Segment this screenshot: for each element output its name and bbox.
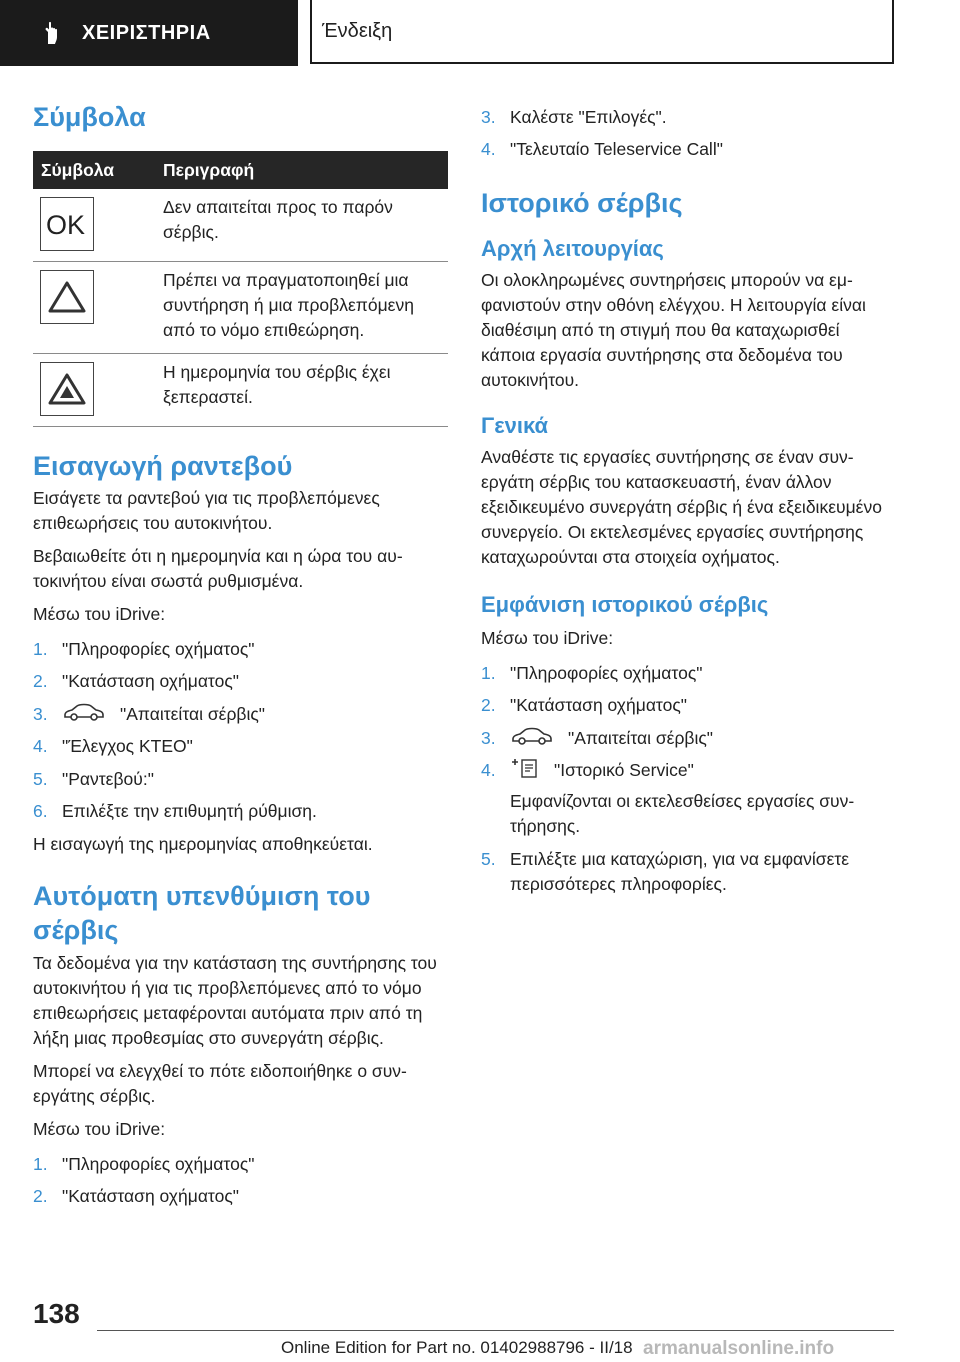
auto-reminder-idrive-label: Μέσω του iDrive:: [33, 1119, 166, 1139]
table-row: [33, 189, 448, 262]
appointment-saved-note: Η εισαγωγή της ημερομηνίας αποθηκεύεται.: [33, 834, 373, 854]
left-column: [33, 90, 448, 1213]
appointment-idrive-label: Μέσω του iDrive:: [33, 604, 166, 624]
car-icon: [62, 702, 106, 727]
list-item: 4. "Έλεγχος ΚΤΕΟ": [33, 736, 193, 757]
list-item: 1. "Πληροφορίες οχήματος": [33, 638, 255, 659]
right-column: [481, 90, 896, 897]
tab-controls[interactable]: [0, 0, 298, 66]
table-cell-description: Η ημερομηνία του σέρβις έχει ξεπεραστεί.: [163, 354, 448, 427]
list-item: 1. "Πληροφορίες οχήματος": [481, 662, 703, 683]
page-number: 138: [33, 1298, 80, 1329]
display-idrive-label: Μέσω του iDrive:: [481, 628, 614, 648]
edition-text: Online Edition for Part no. 01402988796 - II/18: [281, 1338, 633, 1357]
table-cell-description: Πρέπει να πραγματοποιηθεί μια συντήρηση ή μια προβλεπόμενη από το νόμο επιθεώρηση.: [163, 262, 448, 354]
list-item: 5. Επιλέξτε μια καταχώριση, για να εμφανίσετε περισσότερες πληροφορίες.: [481, 849, 850, 894]
general-heading: Γενικά: [481, 413, 549, 438]
principle-heading: Αρχή λειτουργίας: [481, 236, 664, 261]
auto-reminder-paragraph-1: Τα δεδομένα για την κατάσταση της συντήρησης του αυτοκινήτου ή για τις προβλεπόμενες από το νόμο επιθεωρήσεις μεταφέρονται αυτόματα πριν από τη λήξη μιας προθεσμίας στο συνεργάτη σέρβις.: [33, 953, 437, 1048]
top-navigation: [0, 0, 960, 66]
table-header-description: Περιγραφή: [163, 151, 448, 189]
display-history-heading: Εμφάνιση ιστορικού σέρβις: [481, 592, 769, 617]
list-item: 3. Καλέστε "Επιλογές".: [481, 106, 667, 127]
appointment-paragraph-1: Εισάγετε τα ραντεβού για τις προβλεπόμενες επιθεωρήσεις του αυτοκινήτου.: [33, 488, 380, 533]
car-icon: [510, 726, 554, 751]
list-item: 6. Επιλέξτε την επιθυμητή ρύθμιση.: [33, 801, 317, 822]
general-paragraph: Αναθέστε τις εργασίες συντήρησης σε έναν συνεργάτη σέρβις του κατασκευαστή, έναν άλλον εξειδικευμένο συνεργάτη σέρβις ή ένα εξειδικευμένο συνεργείο. Οι εκτελεσμένες εργασίες συντήρησης καταχωρούνται στα στοιχεία οχήματος.: [481, 447, 882, 567]
list-item: 4. "Τελευταίο Teleservice Call": [481, 139, 723, 160]
auto-reminder-steps: [33, 1148, 448, 1213]
overdue-triangle-icon: [40, 362, 94, 416]
hand-pointer-icon: [40, 20, 66, 46]
list-item: 2. "Κατάσταση οχήματος": [33, 671, 239, 692]
list-item: 4. "Ιστορικό Service": [481, 755, 896, 788]
appointment-heading: Εισαγωγή ραντεβού: [33, 451, 293, 481]
list-item: 3. "Απαιτείται σέρβις": [481, 722, 896, 755]
table-row: [33, 354, 448, 427]
continued-steps: [481, 101, 896, 166]
tab-index[interactable]: [310, 0, 894, 64]
appointment-steps: [33, 633, 448, 828]
watermark: armanualsonline.info: [643, 1338, 835, 1359]
auto-reminder-heading: Αυτόματη υπενθύμιση του σέρβις: [33, 881, 371, 945]
table-header-symbols: Σύμβολα: [33, 151, 163, 189]
list-item: 5. "Ραντεβού:": [33, 768, 154, 789]
service-history-heading: Ιστορικό σέρβις: [481, 188, 683, 218]
appointment-paragraph-2: Βεβαιωθείτε ότι η ημερομηνία και η ώρα του αυτοκινήτου είναι σωστά ρυθμισμένα.: [33, 546, 403, 591]
ok-symbol-icon: [40, 197, 94, 251]
principle-paragraph: Οι ολοκληρωμένες συντηρήσεις μπορούν να εμφανιστούν στην οθόνη ελέγχου. Η λειτουργία είναι διαθέσιμη από τη στιγμή που θα καταχωρισθεί κάποια εργασία συντήρησης στα δεδομένα του αυτοκινήτου.: [481, 270, 866, 390]
table-row: [33, 262, 448, 354]
display-history-steps: [481, 657, 896, 787]
service-history-icon: [510, 757, 540, 784]
list-item: 2. "Κατάσταση οχήματος": [481, 695, 687, 716]
tab-controls-label: ΧΕΙΡΙΣΤΗΡΙΑ: [82, 21, 211, 44]
footer-divider: [97, 1330, 894, 1331]
tab-index-label: Ένδειξη: [322, 19, 393, 42]
list-item: 1. "Πληροφορίες οχήματος": [33, 1153, 255, 1174]
symbols-table: [33, 151, 448, 427]
auto-reminder-paragraph-2: Μπορεί να ελεγχθεί το πότε ειδοποιήθηκε ο συνεργάτης σέρβις.: [33, 1061, 407, 1106]
svg-text:OK: OK: [46, 210, 86, 238]
symbols-heading: Σύμβολα: [33, 102, 146, 132]
list-item: 3. "Απαιτείται σέρβις": [33, 698, 448, 731]
list-item: 2. "Κατάσταση οχήματος": [33, 1186, 239, 1207]
display-history-note: Εμφανίζονται οι εκτελεσθείσες εργασίες συντήρησης.: [510, 791, 855, 836]
table-cell-description: Δεν απαιτείται προς το παρόν σέρβις.: [163, 189, 448, 262]
table-header-row: [33, 151, 448, 189]
warning-triangle-icon: [40, 270, 94, 324]
